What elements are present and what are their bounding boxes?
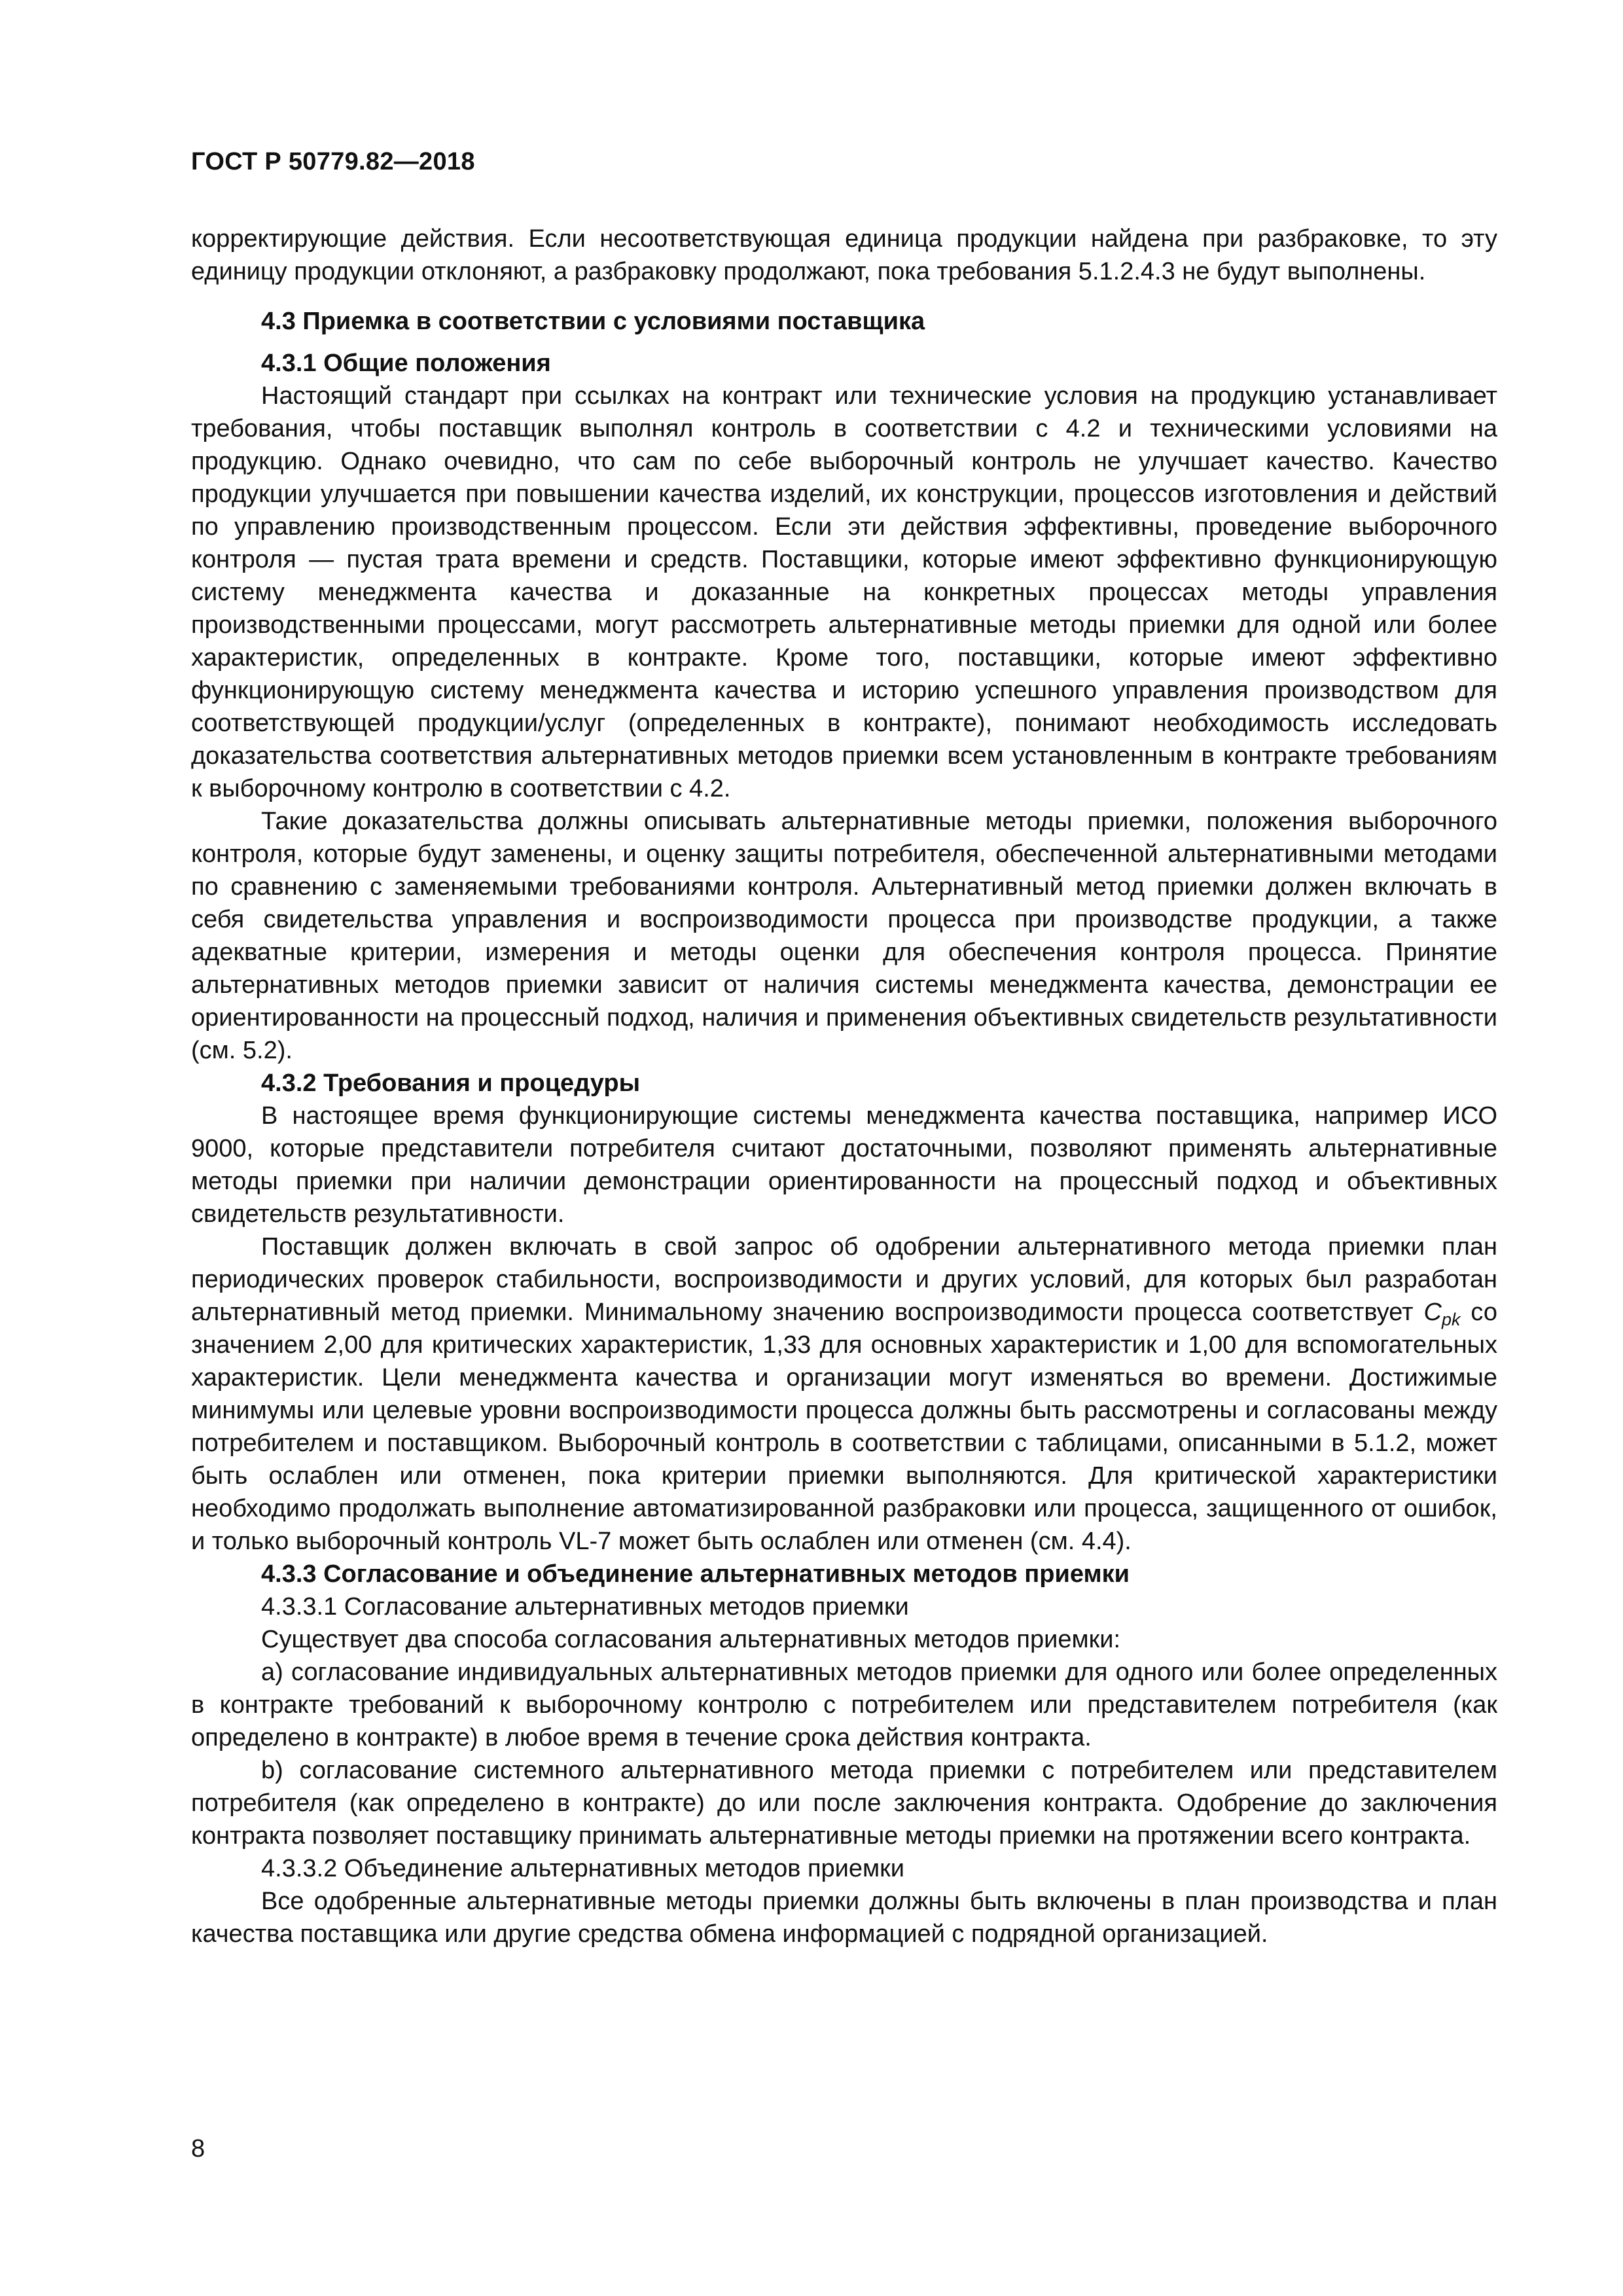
paragraph-4-3-3-1-a: Существует два способа согласования альтернативных методов приемки: [261, 1626, 1121, 1653]
list-item-b: b) согласование системного альтернативного метода приемки с потребителем или представителем потребителя (как определено в контракте) до или после заключения контракта. Одобрение до заключения контракта позволяет поставщику принимать альтернативные методы приемки на протяжении всего контракта. [191, 1757, 1497, 1850]
paragraph-4-3-2-a: В настоящее время функционирующие системы менеджмента качества поставщика, например ИСО 9000, которые представители потребителя считают достаточными, позволяют применять альтернативные методы приемки при наличии демонстрации ориентированности на процессный подход и объективных свидетельств результативности. [191, 1102, 1497, 1228]
paragraph-4-3-3-2: Все одобренные альтернативные методы приемки должны быть включены в план производства и план качества поставщика или другие средства обмена информацией с подрядной организацией. [191, 1888, 1497, 1948]
subsection-heading-4-3-1: 4.3.1 Общие положения [261, 350, 551, 377]
clause-heading-4-3-3-2: 4.3.3.2 Объединение альтернативных методов приемки [261, 1855, 905, 1882]
section-heading-4-3: 4.3 Приемка в соответствии с условиями поставщика [261, 308, 925, 335]
cpk-symbol [1423, 1299, 1461, 1329]
subsection-heading-4-3-3: 4.3.3 Согласование и объединение альтернативных методов приемки [261, 1560, 1130, 1588]
paragraph-4-3-1-a: Настоящий стандарт при ссылках на контракт или технические условия на продукцию устанавливает требования, чтобы поставщик выполнял контроль в соответствии с 4.2 и техническими условиями на продукцию. Однако очевидно, что сам по себе выборочный контроль не улучшает качество. Качество продукции улучшается при повышении качества изделий, их конструкции, процессов изготовления и действий по управлению производственным процессом. Если эти действия эффективны, проведение выборочного контроля — пустая трата времени и средств. Поставщики, которые имеют эффективно функционирующую систему менеджмента качества и доказанные на конкретных процессах методы управления производственными процессами, могут рассмотреть альтернативные методы приемки для одной или более характеристик, определенных в контракте. Кроме того, поставщики, которые имеют эффективно функционирующую систему менеджмента качества и историю успешного управления производством для соответствующей продукции/услуг (определенных в контракте), понимают необходимость исследовать доказательства соответствия альтернативных методов приемки всем установленным в контракте требованиям к выборочному контролю в соответствии с 4.2. [191, 382, 1497, 802]
subsection-heading-4-3-2: 4.3.2 Требования и процедуры [261, 1069, 641, 1097]
paragraph-4-3-2-b-start: Поставщик должен включать в свой запрос об одобрении альтернативного метода приемки план периодических проверок стабильности, воспроизводимости и других условий, для которых был разработан альтернативный метод приемки. Минимальному значению воспроизводимости процесса соответствует [191, 1233, 1497, 1326]
paragraph-4-3-1-b: Такие доказательства должны описывать альтернативные методы приемки, положения выборочного контроля, которые будут заменены, и оценку защиты потребителя, обеспеченной альтернативными методами по сравнению с заменяемыми требованиями контроля. Альтернативный метод приемки должен включать в себя свидетельства управления и воспроизводимости процесса при производстве продукции, а также адекватные критерии, измерения и методы оценки для обеспечения контроля процесса. Принятие альтернативных методов приемки зависит от наличия системы менеджмента качества, демонстрации ее ориентированности на процессный подход, наличия и применения объективных свидетельств результативности (см. 5.2). [191, 808, 1497, 1064]
clause-heading-4-3-3-1: 4.3.3.1 Согласование альтернативных методов приемки [261, 1593, 909, 1621]
paragraph-intro: корректирующие действия. Если несоответствующая единица продукции найдена при разбраковке, то эту единицу продукции отклоняют, а разбраковку продолжают, пока требования 5.1.2.4.3 не будут выполнены. [191, 225, 1497, 285]
paragraph-4-3-2-b [191, 1230, 1497, 1558]
cpk-letter: C [1423, 1299, 1442, 1326]
document-body [191, 223, 1497, 1950]
list-item-a: а) согласование индивидуальных альтернативных методов приемки для одного или более определенных в контракте требований к выборочному контролю с потребителем или представителем потребителя (как определено в контракте) в любое время в течение срока действия контракта. [191, 1659, 1497, 1751]
paragraph-4-3-2-b-end: со значением 2,00 для критических характеристик, 1,33 для основных характеристик и 1,00 для вспомогательных характеристик. Цели менеджмента качества и организации могут изменяться во времени. Достижимые минимумы или целевые уровни воспроизводимости процесса должны быть рассмотрены и согласованы между потребителем и поставщиком. Выборочный контроль в соответствии с таблицами, описанными в 5.1.2, может быть ослаблен или отменен, пока критерии приемки выполняются. Для критической характеристики необходимо продолжать выполнение автоматизированной разбраковки или процесса, защищенного от ошибок, и только выборочный контроль VL-7 может быть ослаблен или отменен (см. 4.4). [191, 1299, 1497, 1555]
cpk-subscript: pk [1441, 1310, 1461, 1329]
page-number: 8 [191, 2135, 205, 2162]
document-code: ГОСТ Р 50779.82—2018 [191, 148, 475, 175]
